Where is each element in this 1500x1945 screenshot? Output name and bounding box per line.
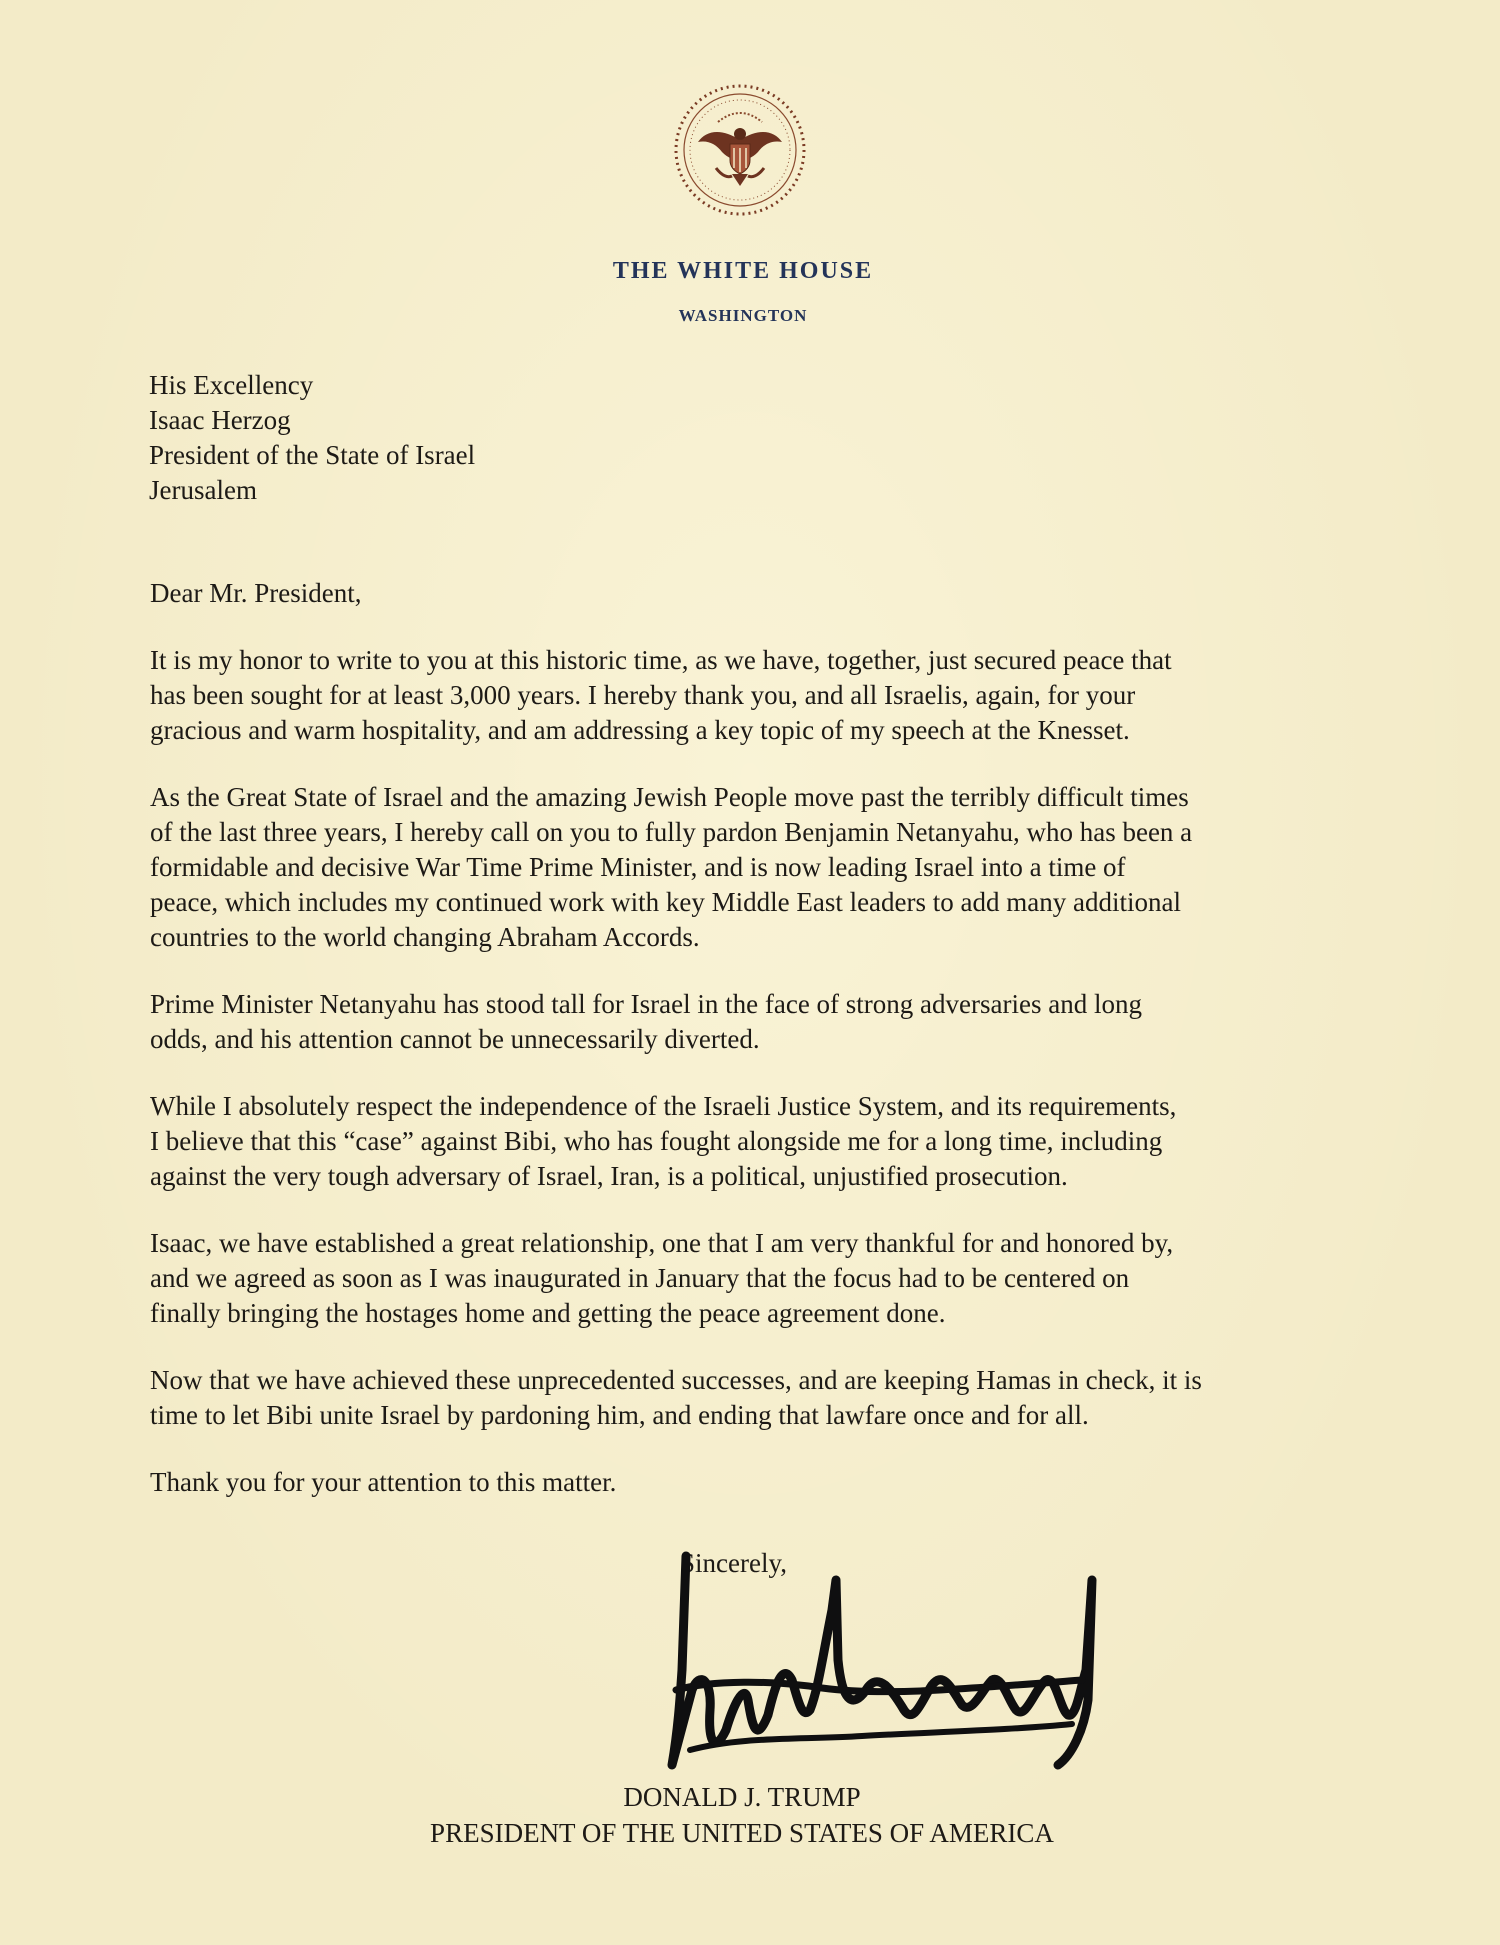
paragraph-line: has been sought for at least 3,000 years. I hereby thank you, and all Israelis, again, for your [150, 680, 1136, 710]
paragraph-line: countries to the world changing Abraham Accords. [150, 922, 700, 952]
paragraph [150, 1363, 1340, 1433]
paragraph [150, 987, 1340, 1057]
signer-name: DONALD J. TRUMP [623, 1782, 861, 1812]
letter-body [150, 576, 1340, 1500]
address-line: President of the State of Israel [149, 440, 476, 470]
paragraph-line: I believe that this “case” against Bibi, who has fought alongside me for a long time, including [150, 1126, 1163, 1156]
signature-icon [652, 1540, 1152, 1790]
paragraph-line: peace, which includes my continued work with key Middle East leaders to add many additional [150, 887, 1181, 917]
paragraph-line: As the Great State of Israel and the amazing Jewish People move past the terribly difficult times [150, 782, 1189, 812]
address-line: Jerusalem [149, 475, 257, 505]
paragraph-line: Prime Minister Netanyahu has stood tall for Israel in the face of strong adversaries and long [150, 989, 1142, 1019]
presidential-seal-icon [672, 82, 808, 218]
paragraph-line: time to let Bibi unite Israel by pardoning him, and ending that lawfare once and for all. [150, 1400, 1089, 1430]
paragraph [150, 643, 1340, 748]
paragraph-line: Now that we have achieved these unprecedented successes, and are keeping Hamas in check, it is [150, 1365, 1202, 1395]
paragraph-line: gracious and warm hospitality, and am addressing a key topic of my speech at the Knesset. [150, 715, 1130, 745]
paragraph-line: It is my honor to write to you at this historic time, as we have, together, just secured peace that [150, 645, 1172, 675]
address-line: Isaac Herzog [149, 405, 291, 435]
paragraph-line: formidable and decisive War Time Prime Minister, and is now leading Israel into a time of [150, 852, 1126, 882]
paragraph-line: Isaac, we have established a great relationship, one that I am very thankful for and honored by, [150, 1228, 1174, 1258]
paragraph-line: odds, and his attention cannot be unnecessarily diverted. [150, 1024, 760, 1054]
paragraph-line: against the very tough adversary of Israel, Iran, is a political, unjustified prosecution. [150, 1161, 1068, 1191]
paragraph [150, 1226, 1340, 1331]
closing-line: Thank you for your attention to this matter. [150, 1467, 617, 1497]
paragraph-line: of the last three years, I hereby call on you to fully pardon Benjamin Netanyahu, who has been a [150, 817, 1193, 847]
paragraph [150, 1089, 1340, 1194]
paragraph [150, 780, 1340, 955]
address-line: His Excellency [149, 370, 314, 400]
letterhead-subtitle: WASHINGTON [678, 306, 808, 325]
signer-title: PRESIDENT OF THE UNITED STATES OF AMERICA [430, 1818, 1054, 1848]
paragraph-line: While I absolutely respect the independence of the Israeli Justice System, and its requirements, [150, 1091, 1177, 1121]
paragraph-line: and we agreed as soon as I was inaugurated in January that the focus had to be centered on [150, 1263, 1130, 1293]
salutation: Dear Mr. President, [150, 578, 362, 608]
recipient-address [149, 368, 475, 508]
paragraph-line: finally bringing the hostages home and getting the peace agreement done. [150, 1298, 946, 1328]
sign-off: Sincerely, [680, 1548, 787, 1578]
letterhead-title: THE WHITE HOUSE [612, 258, 874, 284]
